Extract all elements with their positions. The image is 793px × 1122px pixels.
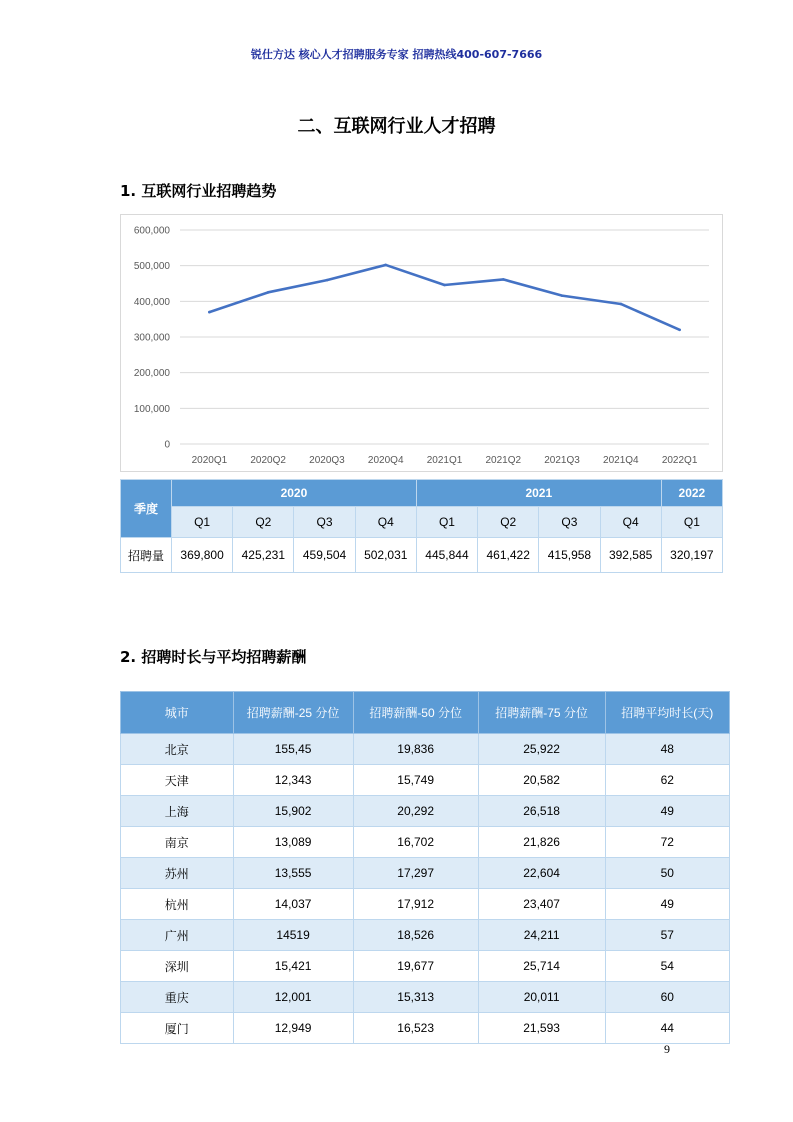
recruitment-volume-cell: 369,800 (172, 538, 233, 573)
city-value-cell: 22,604 (478, 858, 605, 889)
year-header-row (121, 480, 723, 507)
city-table-column-header: 招聘薪酬-75 分位 (478, 692, 605, 734)
data-point (443, 284, 446, 287)
city-name-cell: 杭州 (121, 889, 234, 920)
year-header-cell: 2022 (661, 480, 722, 507)
city-value-cell: 12,343 (233, 765, 353, 796)
x-tick-label: 2020Q3 (309, 455, 345, 466)
y-tick-label: 400,000 (133, 296, 170, 308)
table-row (121, 982, 730, 1013)
city-name-cell: 广州 (121, 920, 234, 951)
quarter-header-cell: Q4 (355, 507, 416, 538)
x-tick-label: 2021Q3 (544, 455, 580, 466)
quarter-header-cell: Q4 (600, 507, 661, 538)
city-value-cell: 21,826 (478, 827, 605, 858)
city-salary-table (120, 691, 730, 1044)
table-row (121, 1013, 730, 1044)
quarter-header-cell: Q2 (478, 507, 539, 538)
city-value-cell: 155,45 (233, 734, 353, 765)
data-point (326, 279, 329, 282)
city-table-column-header: 招聘薪酬-25 分位 (233, 692, 353, 734)
quarter-header-cell: Q2 (233, 507, 294, 538)
page-header: 锐仕方达 核心人才招聘服务专家 招聘热线400-607-7666 (250, 48, 543, 61)
x-tick-label: 2020Q1 (191, 455, 228, 466)
city-name-cell: 苏州 (121, 858, 234, 889)
recruitment-volume-label: 招聘量 (121, 538, 172, 573)
city-table-column-header: 招聘薪酬-50 分位 (353, 692, 478, 734)
table-row (121, 889, 730, 920)
city-value-cell: 15,902 (233, 796, 353, 827)
quarter-header-row (121, 507, 723, 538)
quarter-header-label: 季度 (121, 480, 172, 538)
quarter-header-cell: Q3 (539, 507, 600, 538)
city-value-cell: 16,523 (353, 1013, 478, 1044)
y-tick-label: 200,000 (133, 368, 170, 380)
y-tick-label: 600,000 (133, 225, 170, 237)
city-value-cell: 12,001 (233, 982, 353, 1013)
city-value-cell: 19,836 (353, 734, 478, 765)
city-value-cell: 17,912 (353, 889, 478, 920)
recruitment-volume-row (121, 538, 723, 573)
x-tick-label: 2020Q2 (250, 455, 286, 466)
city-value-cell: 44 (605, 1013, 729, 1044)
data-point (384, 264, 387, 267)
table-row (121, 920, 730, 951)
data-point (267, 291, 270, 294)
table-row (121, 858, 730, 889)
city-value-cell: 60 (605, 982, 729, 1013)
city-value-cell: 20,011 (478, 982, 605, 1013)
city-table-column-header: 城市 (121, 692, 234, 734)
quarter-header-cell: Q1 (416, 507, 477, 538)
y-tick-label: 100,000 (133, 403, 170, 415)
table-row (121, 734, 730, 765)
data-point (620, 303, 623, 306)
series-line (209, 265, 679, 330)
city-value-cell: 12,949 (233, 1013, 353, 1044)
data-point (561, 294, 564, 297)
recruitment-volume-cell: 415,958 (539, 538, 600, 573)
city-table-column-header: 招聘平均时长(天) (605, 692, 729, 734)
data-point (502, 278, 505, 281)
city-value-cell: 13,555 (233, 858, 353, 889)
city-value-cell: 15,421 (233, 951, 353, 982)
y-tick-label: 300,000 (133, 332, 170, 344)
quarter-header-cell: Q3 (294, 507, 355, 538)
city-name-cell: 上海 (121, 796, 234, 827)
city-value-cell: 62 (605, 765, 729, 796)
x-tick-label: 2021Q2 (485, 455, 522, 466)
table-row (121, 951, 730, 982)
city-value-cell: 25,922 (478, 734, 605, 765)
quarter-header-cell: Q1 (172, 507, 233, 538)
city-value-cell: 50 (605, 858, 729, 889)
recruitment-volume-cell: 461,422 (478, 538, 539, 573)
x-tick-label: 2022Q1 (661, 455, 698, 466)
city-value-cell: 13,089 (233, 827, 353, 858)
city-name-cell: 北京 (121, 734, 234, 765)
table-row (121, 827, 730, 858)
y-tick-label: 500,000 (133, 261, 170, 273)
city-value-cell: 72 (605, 827, 729, 858)
year-header-cell: 2020 (172, 480, 417, 507)
page-number: 9 (664, 1042, 670, 1056)
recruitment-volume-cell: 502,031 (355, 538, 416, 573)
city-value-cell: 20,292 (353, 796, 478, 827)
city-value-cell: 20,582 (478, 765, 605, 796)
city-value-cell: 57 (605, 920, 729, 951)
city-value-cell: 49 (605, 889, 729, 920)
quarter-header-cell: Q1 (661, 507, 722, 538)
line-chart-svg (121, 215, 724, 473)
city-value-cell: 49 (605, 796, 729, 827)
city-table-header-row (121, 692, 730, 734)
data-point (208, 311, 211, 314)
city-name-cell: 深圳 (121, 951, 234, 982)
recruitment-volume-cell: 459,504 (294, 538, 355, 573)
city-value-cell: 25,714 (478, 951, 605, 982)
city-name-cell: 南京 (121, 827, 234, 858)
x-tick-label: 2021Q4 (603, 455, 639, 466)
recruitment-volume-cell: 445,844 (416, 538, 477, 573)
city-name-cell: 厦门 (121, 1013, 234, 1044)
city-value-cell: 14,037 (233, 889, 353, 920)
quarterly-recruitment-table (120, 479, 723, 573)
x-tick-label: 2021Q1 (426, 455, 463, 466)
city-value-cell: 21,593 (478, 1013, 605, 1044)
city-value-cell: 54 (605, 951, 729, 982)
city-value-cell: 24,211 (478, 920, 605, 951)
recruitment-volume-cell: 392,585 (600, 538, 661, 573)
city-value-cell: 19,677 (353, 951, 478, 982)
city-name-cell: 天津 (121, 765, 234, 796)
subsection-title-salary-duration: 2. 招聘时长与平均招聘薪酬 (120, 648, 307, 666)
recruitment-trend-chart (120, 214, 723, 472)
city-name-cell: 重庆 (121, 982, 234, 1013)
table-row (121, 796, 730, 827)
city-value-cell: 15,749 (353, 765, 478, 796)
data-point (678, 328, 681, 331)
city-value-cell: 17,297 (353, 858, 478, 889)
city-value-cell: 14519 (233, 920, 353, 951)
city-value-cell: 26,518 (478, 796, 605, 827)
y-tick-label: 0 (164, 439, 170, 451)
section-title: 二、互联网行业人才招聘 (297, 116, 496, 137)
city-value-cell: 15,313 (353, 982, 478, 1013)
subsection-title-recruitment-trend: 1. 互联网行业招聘趋势 (120, 182, 277, 200)
recruitment-volume-cell: 320,197 (661, 538, 722, 573)
recruitment-volume-cell: 425,231 (233, 538, 294, 573)
city-value-cell: 18,526 (353, 920, 478, 951)
year-header-cell: 2021 (416, 480, 661, 507)
city-value-cell: 16,702 (353, 827, 478, 858)
city-value-cell: 48 (605, 734, 729, 765)
table-row (121, 765, 730, 796)
city-value-cell: 23,407 (478, 889, 605, 920)
x-tick-label: 2020Q4 (367, 455, 404, 466)
